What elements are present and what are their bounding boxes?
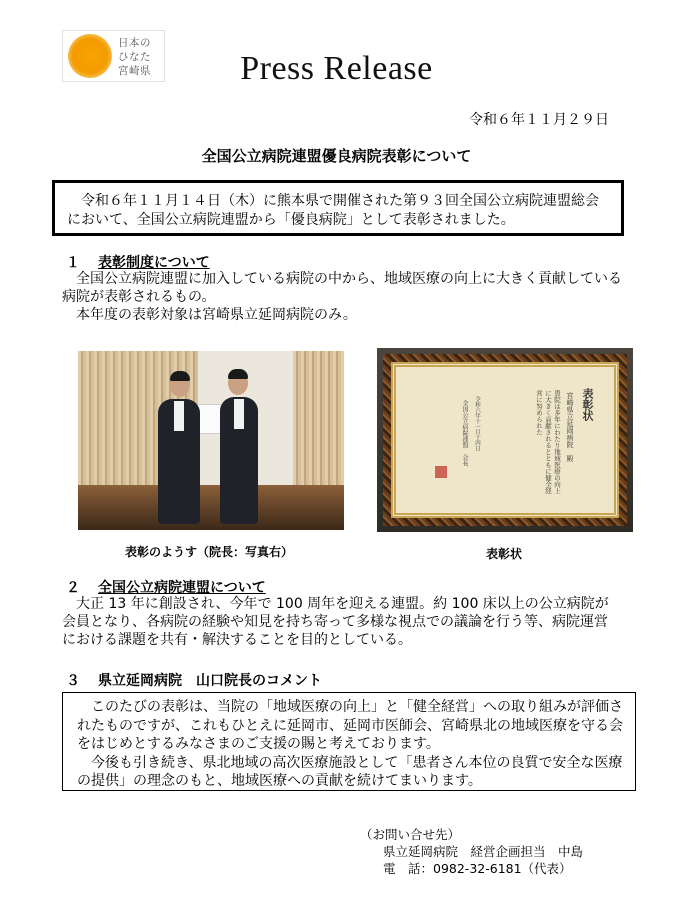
section-number: ２: [66, 580, 80, 596]
section-1-heading: [66, 252, 210, 272]
contact-phone: 電 話：0982-32-6181（代表）: [383, 861, 572, 876]
ceremony-caption: 表彰のようす（院長：写真右）: [125, 545, 294, 559]
certificate-title: 表彰状: [581, 388, 594, 421]
section-number: ３: [66, 673, 80, 689]
certificate-issuer: 全国公立病院連盟 会長: [461, 400, 468, 466]
certificate-photo: [377, 348, 633, 532]
document-title: 全国公立病院連盟優良病院表彰について: [201, 147, 472, 165]
summary-box: [52, 180, 624, 236]
section-2-paragraph: 大正 13 年に創設され、今年で 100 周年を迎える連盟。約 100 床以上の公立病院が会員となり、各病院の経験や知見を持ち寄って多様な視点での議論を行う等、病院運営における課題を共有・解決することを目的としている。: [62, 596, 609, 648]
section-number: １: [66, 255, 80, 271]
ceremony-photo: [78, 351, 344, 530]
comment-paragraph: 今後も引き続き、県北地域の高次医療施設として「患者さん本位の良質で安全な医療の提供」の理念のもと、地域医療への貢献を続けてまいります。: [77, 754, 623, 789]
certificate-date: 令和六年十一月十四日: [474, 396, 480, 451]
summary-text: 令和６年１１月１４日（木）に熊本県で開催された第９３回全国公立病院連盟総会において、全国公立病院連盟から「優良病院」として表彰されました。: [67, 193, 599, 228]
section-title: 県立延岡病院 山口院長のコメント: [98, 673, 322, 689]
contact-org: 県立延岡病院 経営企画担当 中島: [383, 844, 584, 859]
comment-paragraph: このたびの表彰は、当院の「地域医療の向上」と「健全経営」への取り組みが評価されたものですが、これもひとえに延岡市、延岡市医師会、宮崎県北の地域医療を守る会をはじめとするみなさまのご支援の賜と考えております。: [77, 699, 623, 752]
certificate-body: 貴院は多年にわたり地域医療の向上に大きく貢献されるとともに健全経営に努められた: [535, 390, 561, 494]
logo-line: 宮崎県: [118, 65, 151, 77]
logo-line: ひなた: [118, 51, 151, 63]
section-2-body: [62, 595, 618, 649]
seal-stamp: [435, 466, 447, 478]
section-3-heading: [66, 670, 322, 690]
contact-label: （お問い合せ先）: [360, 827, 461, 842]
section-1-paragraph: 全国公立病院連盟に加入している病院の中から、地域医療の向上に大きく貢献している病院が表彰されるもの。: [62, 271, 622, 305]
press-release-heading: Press Release: [240, 50, 433, 87]
section-1-paragraph: 本年度の表彰対象は宮崎県立延岡病院のみ。: [76, 307, 357, 323]
section-title: 全国公立病院連盟について: [98, 580, 266, 596]
certificate-caption: 表彰状: [486, 547, 523, 561]
section-title: 表彰制度について: [98, 255, 210, 271]
section-2-heading: [66, 577, 266, 597]
certificate-recipient: 宮崎県立延岡病院 殿: [566, 392, 574, 462]
comment-box: [62, 692, 636, 791]
section-1-body: [62, 270, 622, 324]
logo-line: 日本の: [118, 37, 151, 49]
release-date: 令和６年１１月２９日: [469, 112, 609, 128]
